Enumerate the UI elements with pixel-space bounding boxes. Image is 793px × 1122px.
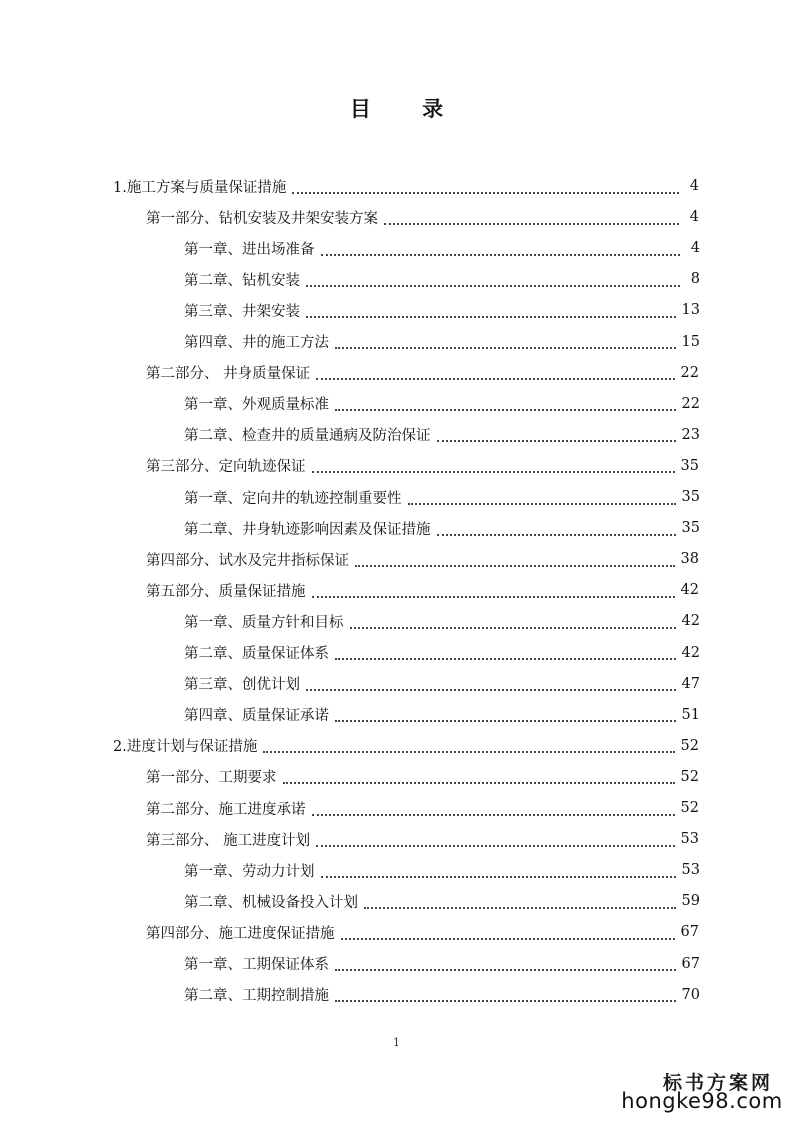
dot-leader — [292, 191, 679, 194]
toc-entry-label: 第二部分、 井身质量保证 — [146, 366, 311, 383]
toc-entry-label: 第四章、质量保证承诺 — [184, 708, 329, 725]
toc-entry[interactable] — [146, 794, 700, 822]
dot-leader — [341, 937, 675, 940]
toc-entry-page: 67 — [680, 924, 699, 941]
toc-entry-page: 22 — [681, 395, 700, 412]
dot-leader — [355, 564, 675, 567]
toc-entry-page: 52 — [680, 768, 699, 785]
toc-entry[interactable] — [146, 763, 700, 791]
toc-entry-page: 59 — [681, 893, 700, 910]
toc-entry-label: 第二章、质量保证体系 — [184, 646, 329, 662]
toc-entry[interactable] — [184, 514, 700, 542]
toc-entry-page: 52 — [680, 800, 699, 816]
toc-entry-page: 70 — [681, 986, 700, 1003]
dot-leader — [364, 906, 676, 909]
toc-entry-page: 22 — [680, 364, 699, 381]
toc-entry-page: 51 — [681, 706, 700, 723]
dot-leader — [321, 875, 676, 878]
dot-leader — [335, 657, 676, 660]
toc-entry-label: 第一章、劳动力计划 — [184, 863, 315, 880]
toc-entry-page: 38 — [680, 551, 699, 568]
toc-entry[interactable] — [146, 825, 700, 853]
dot-leader — [335, 999, 676, 1002]
toc-entry-page: 67 — [681, 955, 700, 972]
toc-entry-page: 8 — [690, 271, 700, 288]
dot-leader — [321, 253, 681, 256]
toc-entry[interactable] — [113, 732, 700, 760]
dot-leader — [384, 222, 679, 225]
toc-entry-page: 4 — [689, 209, 699, 226]
toc-entry-label: 第二章、钻机安装 — [184, 272, 300, 289]
page-number: 1 — [393, 1036, 400, 1049]
toc-entry-label: 第一章、外观质量标准 — [184, 397, 329, 414]
toc-entry-page: 35 — [680, 457, 699, 474]
toc-entry-page: 23 — [681, 426, 700, 443]
dot-leader — [312, 813, 675, 816]
dot-leader — [316, 844, 674, 847]
toc-entry[interactable] — [184, 296, 700, 324]
toc-entry[interactable] — [184, 950, 700, 978]
watermark-site-name: 标书方案网 — [663, 1072, 774, 1094]
toc-entry-label: 第一章、定向井的轨迹控制重要性 — [184, 490, 402, 507]
toc-entry-label: 第二章、机械设备投入计划 — [184, 894, 358, 911]
toc-entry-label: 第四部分、施工进度保证措施 — [146, 925, 335, 942]
toc-entry[interactable] — [146, 918, 700, 946]
toc-entry-page: 35 — [681, 520, 700, 537]
dot-leader — [335, 968, 676, 971]
toc-entry-label: 1.施工方案与质量保证措施 — [113, 179, 287, 196]
toc-entry-label: 第一章、工期保证体系 — [184, 957, 329, 973]
dot-leader — [437, 533, 676, 536]
toc-entry-page: 47 — [681, 675, 700, 692]
toc-entry-page: 4 — [690, 240, 700, 257]
dot-leader — [335, 346, 676, 349]
toc-entry-label: 第二部分、施工进度承诺 — [146, 801, 306, 818]
toc-entry-label: 第三章、井架安装 — [184, 303, 300, 320]
toc-entry[interactable] — [184, 421, 700, 449]
dot-leader — [437, 439, 676, 442]
dot-leader — [312, 595, 675, 598]
dot-leader — [263, 750, 674, 753]
dot-leader — [335, 408, 676, 411]
toc-entry-label: 第一部分、钻机安装及井架安装方案 — [146, 210, 378, 227]
toc-entry[interactable] — [184, 483, 700, 511]
toc-entry-label: 第一部分、工期要求 — [146, 770, 277, 787]
page-title: 目 录 — [349, 96, 466, 121]
toc-entry-label: 2.进度计划与保证措施 — [113, 739, 258, 756]
toc-entry-page: 52 — [680, 737, 699, 754]
watermark-url: hongke98.com — [621, 1089, 783, 1113]
toc-entry[interactable] — [146, 545, 700, 573]
toc-entry-label: 第二章、井身轨迹影响因素及保证措施 — [184, 521, 431, 538]
toc-entry[interactable] — [146, 203, 700, 231]
dot-leader — [350, 626, 676, 629]
dot-leader — [335, 719, 676, 722]
toc-entry[interactable] — [184, 390, 700, 418]
toc-entry-label: 第三部分、定向轨迹保证 — [146, 459, 306, 476]
toc-entry-page: 53 — [681, 862, 700, 879]
dot-leader — [306, 315, 676, 318]
toc-entry[interactable] — [184, 701, 700, 729]
toc-entry[interactable] — [113, 172, 700, 200]
dot-leader — [408, 502, 676, 505]
toc-entry[interactable] — [184, 607, 700, 635]
toc-entry-page: 42 — [681, 644, 700, 661]
toc-entry-page: 35 — [681, 489, 700, 505]
toc-entry-label: 第四部分、试水及完井指标保证 — [146, 552, 349, 569]
toc-entry-page: 13 — [681, 302, 700, 319]
dot-leader — [306, 688, 676, 691]
dot-leader — [316, 377, 674, 380]
toc-entry-label: 第四章、井的施工方法 — [184, 335, 329, 351]
toc-entry-page: 42 — [681, 613, 700, 630]
toc-entry-page: 42 — [680, 582, 699, 599]
toc-entry[interactable] — [184, 265, 700, 293]
toc-entry[interactable] — [184, 981, 700, 1009]
toc-entry[interactable] — [184, 639, 700, 667]
toc-entry-label: 第二章、检查井的质量通病及防治保证 — [184, 428, 431, 445]
dot-leader — [283, 781, 675, 784]
dot-leader — [312, 470, 675, 473]
toc-entry[interactable] — [184, 328, 700, 356]
toc-entry-label: 第三章、创优计划 — [184, 677, 300, 694]
toc-entry-label: 第二章、工期控制措施 — [184, 988, 329, 1005]
toc-entry-label: 第三部分、 施工进度计划 — [146, 832, 311, 849]
toc-entry-label: 第一章、质量方针和目标 — [184, 614, 344, 631]
toc-entry-label: 第五部分、质量保证措施 — [146, 583, 306, 600]
toc-entry[interactable] — [184, 234, 700, 262]
toc-entry[interactable] — [146, 359, 700, 387]
toc-entry-label: 第一章、进出场准备 — [184, 241, 315, 258]
toc-entry-page: 53 — [680, 831, 699, 848]
toc-entry[interactable] — [184, 670, 700, 698]
toc-entry[interactable] — [146, 452, 700, 480]
toc-entry[interactable] — [184, 856, 700, 884]
toc-entry-page: 15 — [681, 333, 700, 350]
dot-leader — [306, 284, 680, 287]
toc-entry-page: 4 — [689, 178, 699, 194]
toc-entry[interactable] — [146, 576, 700, 604]
toc-entry[interactable] — [184, 887, 700, 915]
